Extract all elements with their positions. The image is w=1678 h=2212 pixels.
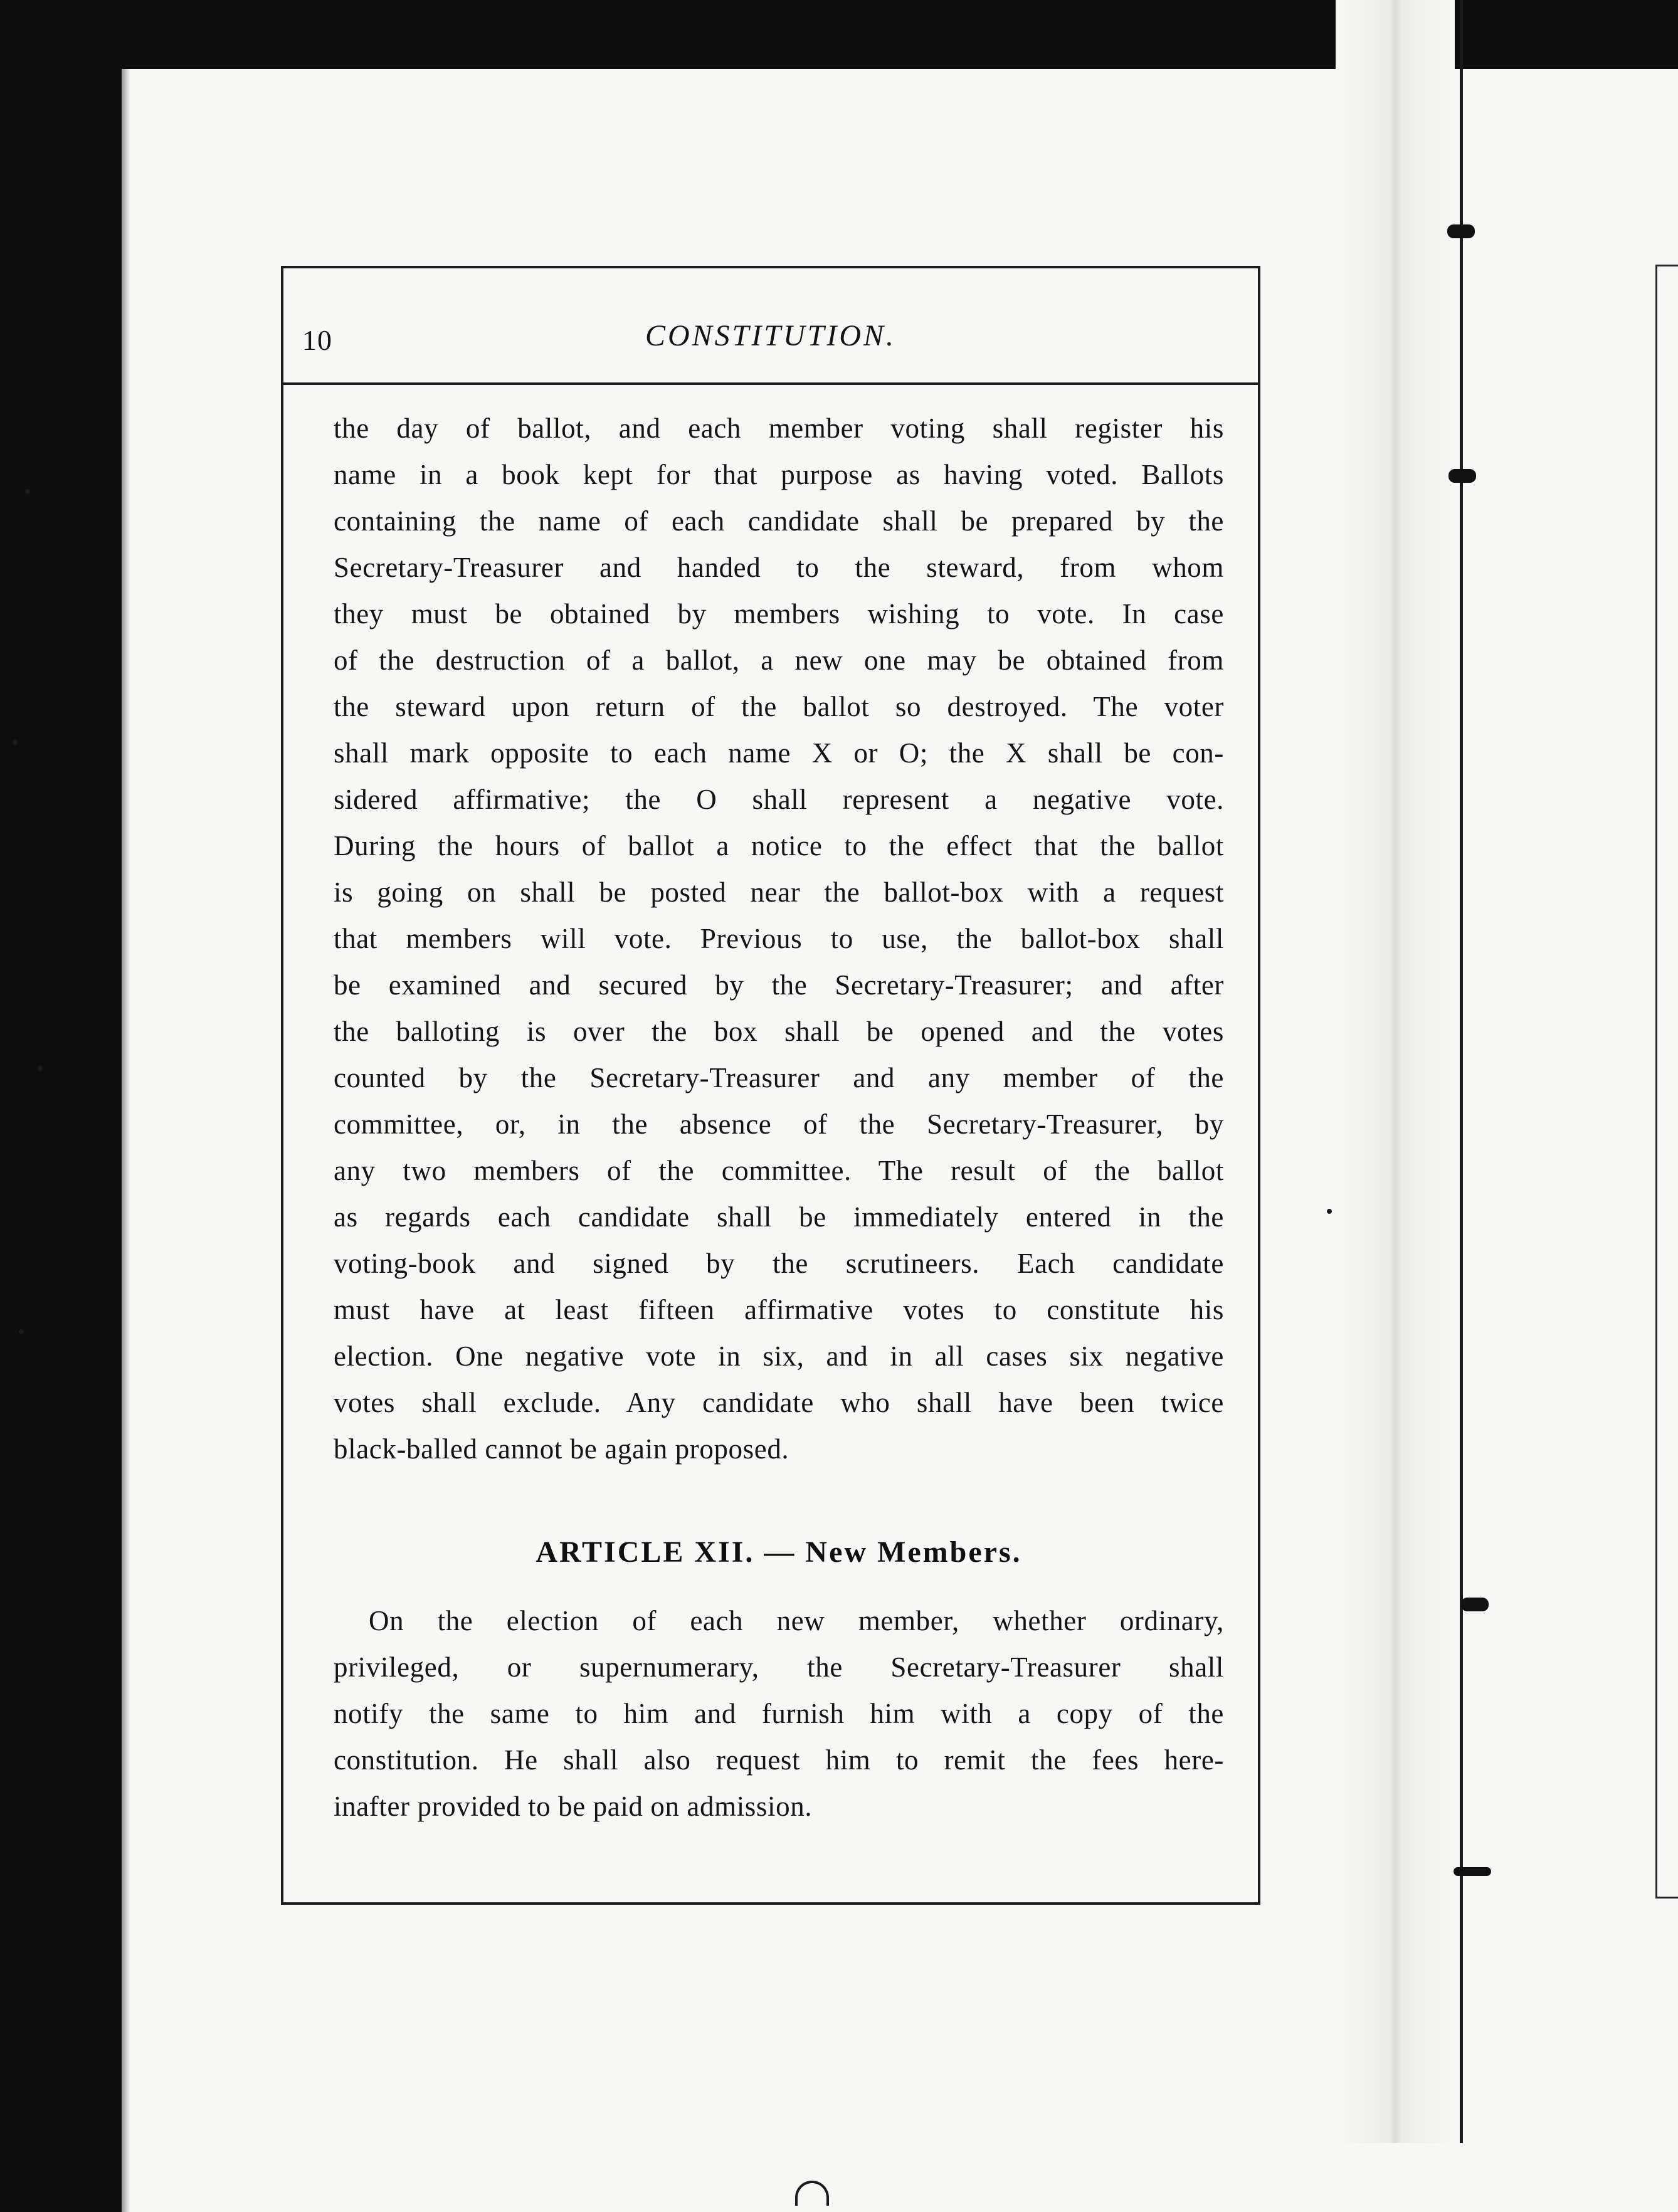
scan-speck <box>1327 1209 1332 1214</box>
text-line: sidered affirmative; the O shall represent a negative vote. <box>334 784 1224 815</box>
text-line: any two members of the committee. The result of the ballot <box>334 1155 1224 1186</box>
text-line: of the destruction of a ballot, a new one may be obtained from <box>334 645 1224 676</box>
text-line: must have at least fifteen affirmative votes to constitute his <box>334 1294 1224 1325</box>
text-line: they must be obtained by members wishing to vote. In case <box>334 598 1224 629</box>
binding-stitch <box>1447 224 1475 238</box>
text-line: notify the same to him and furnish him with a copy of the <box>334 1698 1224 1729</box>
scan-speck <box>19 1329 24 1334</box>
text-line: votes shall exclude. Any candidate who shall have been twice <box>334 1387 1224 1418</box>
text-line: name in a book kept for that purpose as having voted. Ballots <box>334 459 1224 490</box>
page-number: 10 <box>302 324 332 356</box>
facing-page-frame-edge <box>1655 265 1678 1899</box>
binding-stitch <box>1461 1598 1489 1611</box>
text-line: inafter provided to be paid on admission. <box>334 1791 813 1822</box>
text-line: During the hours of ballot a notice to the effect that the ballot <box>334 830 1224 861</box>
text-line: as regards each candidate shall be immediately entered in the <box>334 1201 1224 1233</box>
scan-speck <box>13 740 18 745</box>
text-frame <box>281 266 1260 1905</box>
text-line: containing the name of each candidate shall be prepared by the <box>334 505 1224 537</box>
text-line: Secretary-Treasurer and handed to the steward, from whom <box>334 552 1224 583</box>
text-line: shall mark opposite to each name X or O; the X shall be con- <box>334 737 1224 769</box>
text-line: privileged, or supernumerary, the Secretary-Treasurer shall <box>334 1651 1224 1683</box>
text-line: is going on shall be posted near the ballot-box with a request <box>334 877 1224 908</box>
text-line: voting-book and signed by the scrutineers. Each candidate <box>334 1248 1224 1279</box>
text-line: the balloting is over the box shall be opened and the votes <box>334 1016 1224 1047</box>
body-text <box>334 405 1224 1830</box>
page-header <box>283 268 1258 385</box>
running-title: CONSTITUTION. <box>645 319 897 352</box>
text-line: constitution. He shall also request him to remit the fees here- <box>334 1744 1224 1776</box>
text-line: committee, or, in the absence of the Secretary-Treasurer, by <box>334 1109 1224 1140</box>
binding-stitch <box>1448 469 1476 483</box>
text-line: black-balled cannot be again proposed. <box>334 1433 789 1465</box>
binding-stitch <box>1454 1867 1491 1876</box>
scan-speck <box>25 489 30 494</box>
article-heading: ARTICLE XII. — New Members. <box>536 1535 1022 1569</box>
text-line: the steward upon return of the ballot so destroyed. The voter <box>334 691 1224 722</box>
text-line: counted by the Secretary-Treasurer and any member of the <box>334 1062 1224 1093</box>
book-gutter <box>1336 0 1455 2143</box>
text-line: the day of ballot, and each member voting shall register his <box>334 413 1224 444</box>
text-line: be examined and secured by the Secretary-Treasurer; and after <box>334 969 1224 1001</box>
text-line: election. One negative vote in six, and in all cases six negative <box>334 1340 1224 1372</box>
text-line: On the election of each new member, whether ordinary, <box>369 1605 1224 1636</box>
text-line: that members will vote. Previous to use, the ballot-box shall <box>334 923 1224 954</box>
scan-speck <box>38 1066 43 1071</box>
page-edge-shadow <box>122 69 130 2212</box>
binding-thread <box>1460 0 1463 2143</box>
